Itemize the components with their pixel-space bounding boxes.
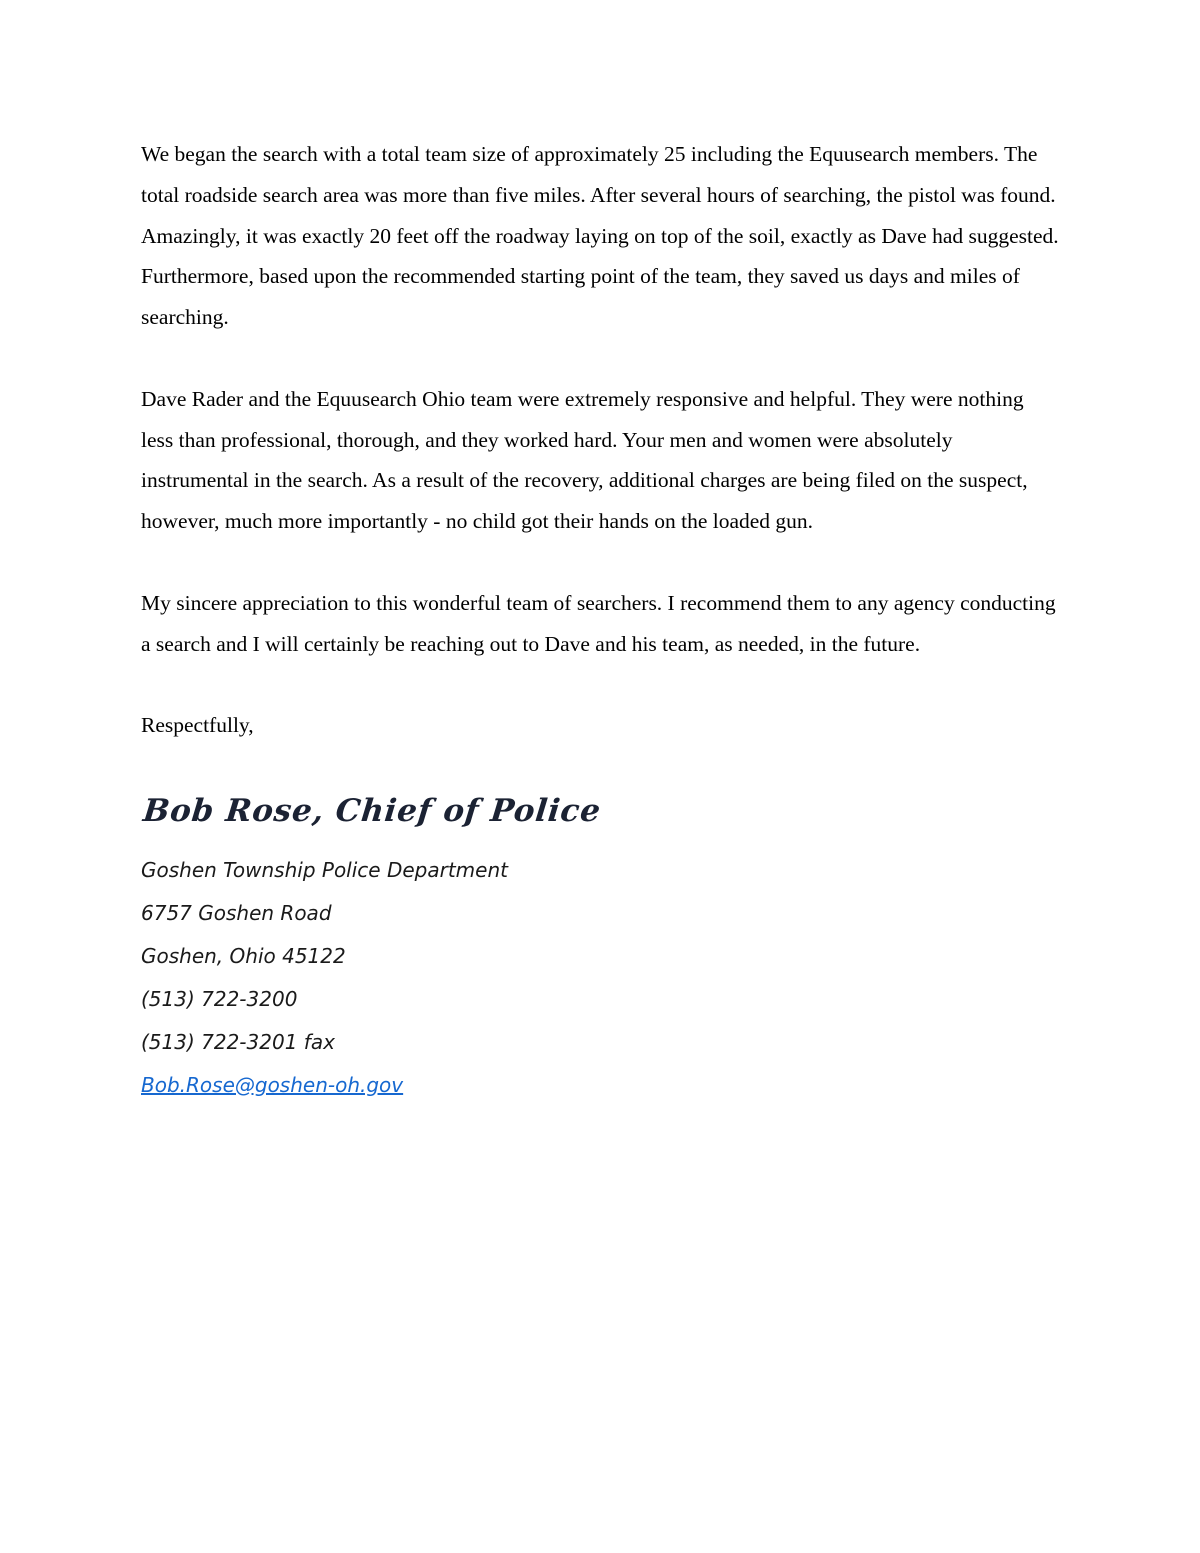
- address-line-street: 6757 Goshen Road: [141, 900, 332, 925]
- address-line-phone: (513) 722-3200: [141, 986, 298, 1011]
- signature-name-title: Bob Rose, Chief of Police: [141, 792, 603, 829]
- body-paragraph-1: We began the search with a total team size of approximately 25 including the Equusearch members. The total roadside search area was more than five miles. After several hours of searching, the pistol was found. Amazingly, it was exactly 20 feet off the roadway laying on top of the soil, exactly as Dave had suggested. Furthermore, based upon the recommended starting point of the team, they saved us days and miles of searching.: [141, 142, 1059, 330]
- email-hyperlink[interactable]: Bob.Rose@goshen-oh.gov: [141, 1072, 404, 1097]
- sender-address-block: [141, 849, 1061, 1107]
- closing-salutation: Respectfully,: [141, 713, 254, 738]
- address-line-fax: (513) 722-3201 fax: [141, 1029, 335, 1054]
- address-line-city-state-zip: Goshen, Ohio 45122: [141, 943, 346, 968]
- body-paragraph-3: My sincere appreciation to this wonderful team of searchers. I recommend them to any agency conducting a search and I will certainly be reaching out to Dave and his team, as needed, in the future.: [141, 590, 1056, 656]
- letter-content: [141, 134, 1061, 1107]
- address-line-organization: Goshen Township Police Department: [141, 857, 508, 882]
- signature-block: [141, 789, 1061, 833]
- body-paragraph-2: Dave Rader and the Equusearch Ohio team were extremely responsive and helpful. They were nothing less than professional, thorough, and they worked hard. Your men and women were absolutely instrumental in the search. As a result of the recovery, additional charges are being filed on the suspect, however, much more importantly - no child got their hands on the loaded gun.: [141, 386, 1028, 534]
